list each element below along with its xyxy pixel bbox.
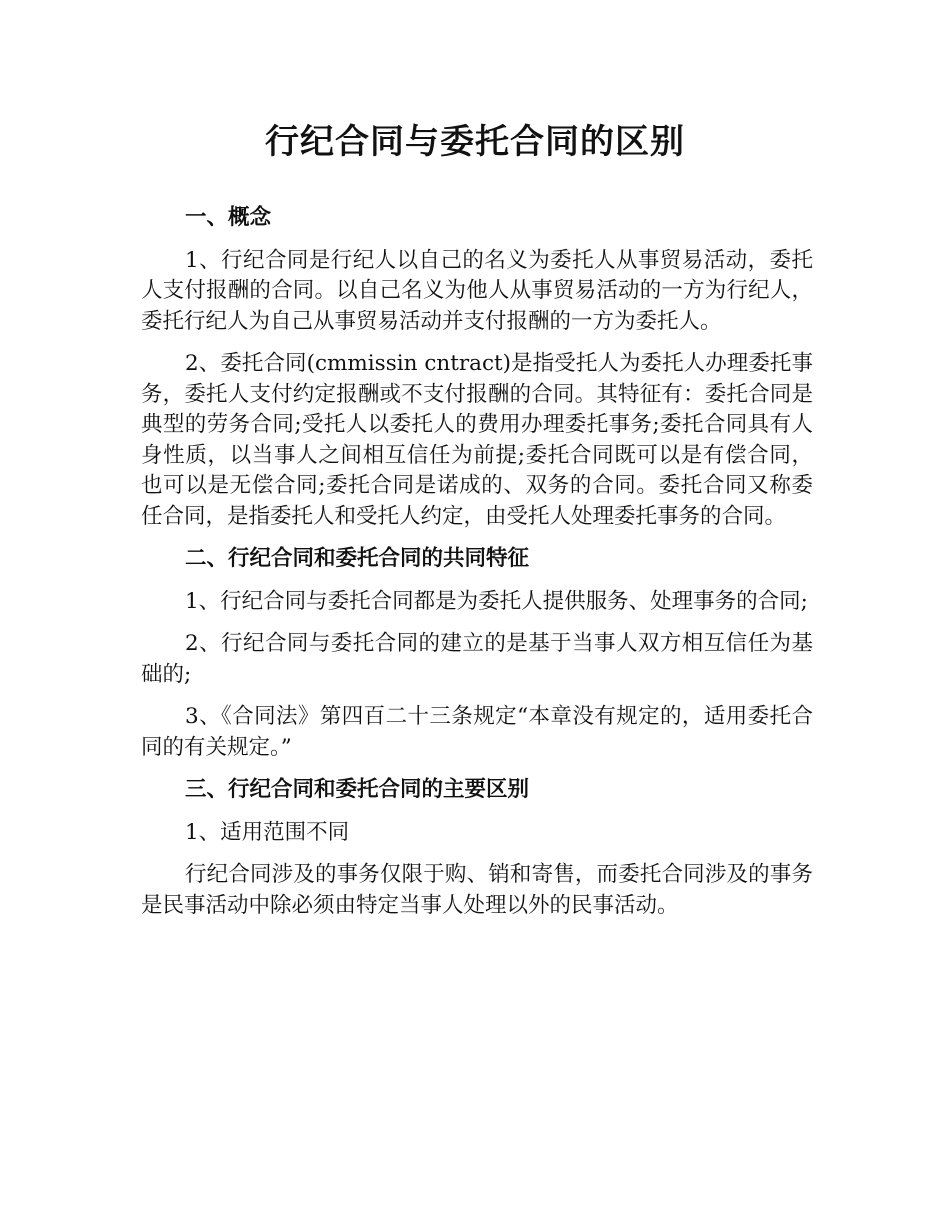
- paragraph-difference-1-body: 行纪合同涉及的事务仅限于购、销和寄售，而委托合同涉及的事务是民事活动中除必须由特定当事人处理以外的民事活动。: [141, 862, 813, 918]
- paragraph-common-feature-3: 3、《合同法》第四百二十三条规定“本章没有规定的，适用委托合同的有关规定。”: [141, 704, 813, 760]
- page-title: 行纪合同与委托合同的区别: [265, 122, 685, 162]
- section-heading-common-features: 二、行纪合同和委托合同的共同特征: [185, 546, 530, 571]
- paragraph-common-feature-2: 2、行纪合同与委托合同的建立的是基于当事人双方相互信任为基础的;: [141, 631, 813, 687]
- paragraph-brokerage-definition: 1、行纪合同是行纪人以自己的名义为委托人从事贸易活动，委托人支付报酬的合同。以自己名义为他人从事贸易活动的一方为行纪人，委托行纪人为自己从事贸易活动并支付报酬的一方为委托人。: [141, 247, 813, 334]
- paragraph-common-feature-1: 1、行纪合同与委托合同都是为委托人提供服务、处理事务的合同;: [185, 588, 808, 614]
- paragraph-difference-1-title: 1、适用范围不同: [185, 819, 350, 845]
- section-heading-concept: 一、概念: [185, 205, 272, 230]
- paragraph-entrustment-definition: 2、委托合同(cmmissin cntract)是指受托人为委托人办理委托事务，委托人支付约定报酬或不支付报酬的合同。其特征有：委托合同是典型的劳务合同;受托人以委托人的费用办理委托事务;委托合同具有人身性质，以当事人之间相互信任为前提;委托合同既可以是有偿合同，也可以是无偿合同;委托合同是诺成的、双务的合同。委托合同又称委任合同，是指委托人和受托人约定，由受托人处理委托事务的合同。: [141, 351, 813, 529]
- section-heading-main-differences: 三、行纪合同和委托合同的主要区别: [185, 777, 530, 802]
- document-body: [141, 203, 813, 933]
